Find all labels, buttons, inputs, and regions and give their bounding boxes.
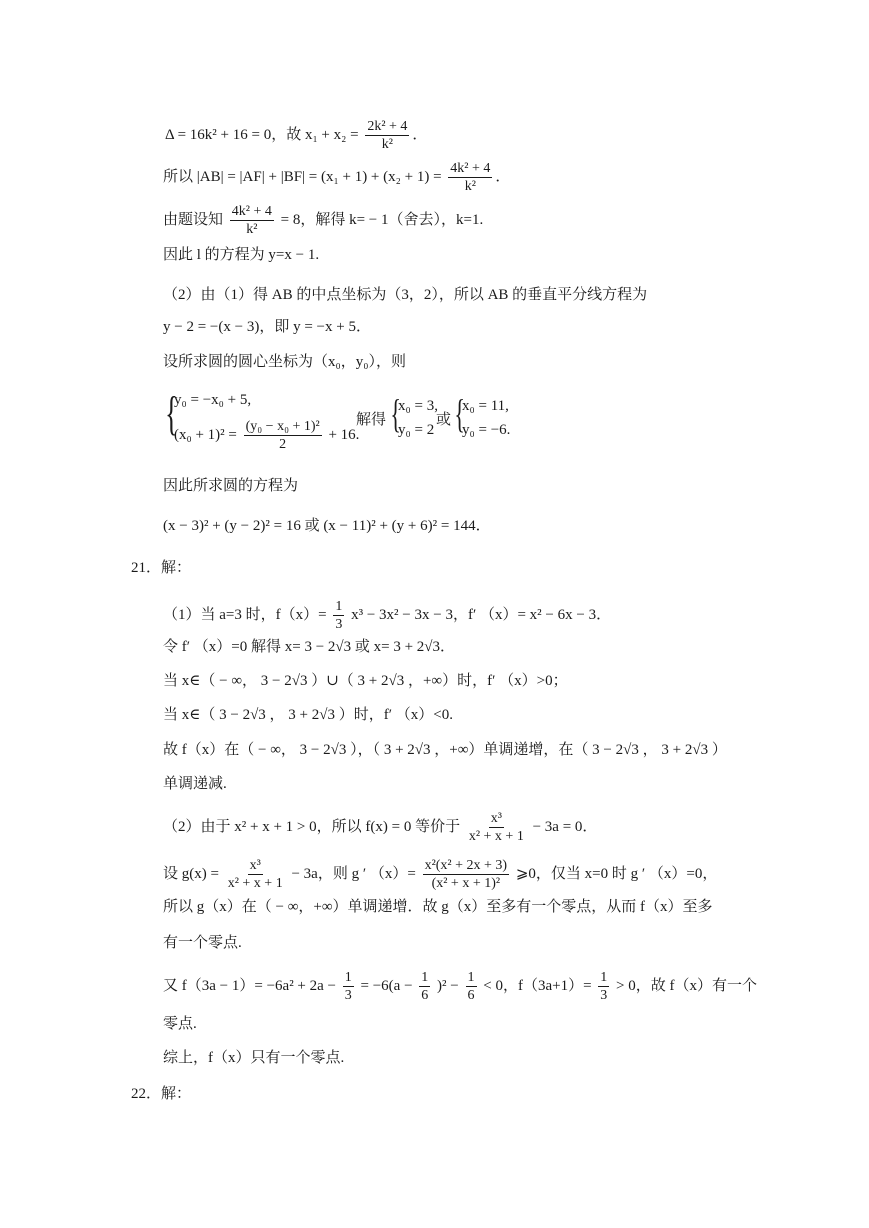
line-delta: Δ = 16k² + 16 = 0，故 x₁ + x₂ = $\frac{\text{2k² + 4}}{\text{k²}}$ ．	[165, 119, 428, 152]
line-center: 设所求圆的圆心坐标为（x₀，y₀），则	[163, 354, 406, 370]
line-bisector: y − 2 = −(x − 3)，即 y = −x + 5．	[163, 319, 371, 335]
numerator: x³	[249, 858, 261, 873]
line-21-6: 单调递减.	[163, 776, 227, 792]
denominator: 2	[279, 437, 287, 452]
text: Δ = 16k² + 16 = 0，故 x₁ + x₂ =	[165, 126, 359, 143]
line-circle-equation: (x − 3)² + (y − 2)² = 16 或 (x − 11)² + (y + 6)² = 144．	[163, 518, 491, 534]
solution2-y: y₀ = −6.	[462, 422, 511, 438]
solution1-x: x₀ = 3,	[398, 398, 438, 414]
line-21-b5	[163, 969, 757, 1004]
line-21-b6: 零点.	[163, 1016, 197, 1032]
text: 由题设知	[163, 211, 224, 228]
line-21-g	[163, 857, 717, 892]
fraction	[467, 810, 526, 845]
denominator: k²	[381, 137, 393, 152]
denominator: 3	[335, 617, 343, 632]
numerator: x²(x² + 2x + 3)	[424, 858, 508, 873]
fraction	[333, 598, 344, 633]
numerator: (y₀ − x₀ + 1)²	[245, 419, 320, 434]
denominator: k²	[246, 222, 258, 237]
fraction	[365, 118, 409, 153]
question-22-heading: 22．解：	[131, 1086, 192, 1102]
text: < 0，f（3a+1）=	[483, 977, 592, 994]
numerator: 1	[335, 599, 343, 614]
denominator: 6	[421, 988, 429, 1003]
text: 所以 |AB| = |AF| + |BF| = (x₁ + 1) + (x₂ + 1) =	[163, 168, 442, 185]
text: ⩾0，仅当 x=0 时 g ′ （x）=0，	[515, 865, 718, 882]
fraction	[244, 418, 322, 453]
line-21-5: 故 f（x）在（ − ∞， 3 − 2√3 ），（ 3 + 2√3 ，+∞）单调递增，在（ 3 − 2√3 ， 3 + 2√3 ）	[163, 742, 727, 758]
solution2-x: x₀ = 11,	[462, 398, 509, 414]
text: （2）由于 x² + x + 1 > 0，所以 f(x) = 0 等价于	[163, 818, 461, 835]
fraction	[466, 969, 477, 1004]
text: (x₀ + 1)² =	[174, 426, 237, 443]
solve-label: 解得	[356, 412, 387, 428]
numerator: 1	[600, 970, 608, 985]
text: − 3a，则 g ′ （x）=	[291, 865, 416, 882]
left-brace: {	[165, 387, 178, 440]
denominator: x² + x + 1	[227, 876, 283, 891]
fraction	[448, 160, 492, 195]
numerator: 2k² + 4	[367, 119, 408, 134]
numerator: 1	[467, 970, 475, 985]
text: + 16.	[328, 426, 360, 443]
line-21-2: 令 f′ （x）=0 解得 x= 3 − 2√3 或 x= 3 + 2√3．	[163, 639, 456, 655]
fraction	[343, 969, 354, 1004]
line-21-1	[163, 598, 611, 633]
text: 设 g(x) =	[163, 865, 219, 882]
line-21-part2	[163, 810, 597, 845]
question-21-heading: 21．解：	[131, 560, 192, 576]
or-label: 或	[436, 412, 452, 428]
denominator: 6	[467, 988, 475, 1003]
fraction	[419, 969, 430, 1004]
denominator: k²	[464, 179, 476, 194]
line-21-b4: 有一个零点.	[163, 935, 242, 951]
numerator: 4k² + 4	[231, 204, 272, 219]
line-ab-length: 所以 |AB| = |AF| + |BF| = (x₁ + 1) + (x₂ + 1) = $\frac{\text{4k² + 4}}{\text{k²}}$ ．	[163, 161, 511, 194]
line-part2: （2）由（1）得 AB 的中点坐标为（3，2），所以 AB 的垂直平分线方程为	[163, 287, 648, 303]
numerator: 4k² + 4	[450, 161, 491, 176]
denominator: 3	[600, 988, 608, 1003]
solution1-y: y₀ = 2	[398, 422, 435, 438]
text: = −6(a −	[360, 977, 413, 994]
denominator: 3	[344, 988, 352, 1003]
text: x³ − 3x² − 3x − 3，f′ （x）= x² − 6x − 3．	[351, 606, 612, 623]
line-l-equation: 因此 l 的方程为 y=x − 1.	[163, 247, 320, 263]
line-21-4: 当 x∈（ 3 − 2√3 ， 3 + 2√3 ）时，f′ （x）<0.	[163, 707, 453, 723]
system-eq1: y₀ = −x₀ + 5,	[174, 392, 252, 408]
text: = 8，解得 k= − 1（舍去），k=1.	[280, 211, 484, 228]
system-eq2	[174, 418, 359, 453]
fraction	[598, 969, 609, 1004]
denominator: x² + x + 1	[468, 829, 524, 844]
line-circle-label: 因此所求圆的方程为	[163, 478, 299, 494]
fraction	[230, 203, 274, 238]
numerator: 1	[344, 970, 352, 985]
text: )² −	[437, 977, 459, 994]
line-21-b3: 所以 g（x）在（ − ∞，+∞）单调递增．故 g（x）至多有一个零点，从而 f（x）至多	[163, 899, 713, 915]
left-brace: {	[390, 391, 401, 436]
text: > 0，故 f（x）有一个	[616, 977, 758, 994]
text: 又 f（3a − 1）= −6a² + 2a −	[163, 977, 337, 994]
text: （1）当 a=3 时，f（x）=	[163, 606, 327, 623]
numerator: 1	[421, 970, 429, 985]
text: − 3a = 0．	[532, 818, 598, 835]
fraction	[226, 857, 285, 892]
fraction	[423, 857, 510, 892]
line-21-3: 当 x∈（ − ∞， 3 − 2√3 ）∪（ 3 + 2√3 ，+∞）时，f′ （x）>0；	[163, 673, 568, 689]
left-brace: {	[454, 391, 465, 436]
line-21-b7: 综上，f（x）只有一个零点.	[163, 1050, 345, 1066]
line-solve-k	[163, 203, 483, 238]
numerator: x³	[490, 811, 502, 826]
denominator: (x² + x + 1)²	[431, 876, 501, 891]
